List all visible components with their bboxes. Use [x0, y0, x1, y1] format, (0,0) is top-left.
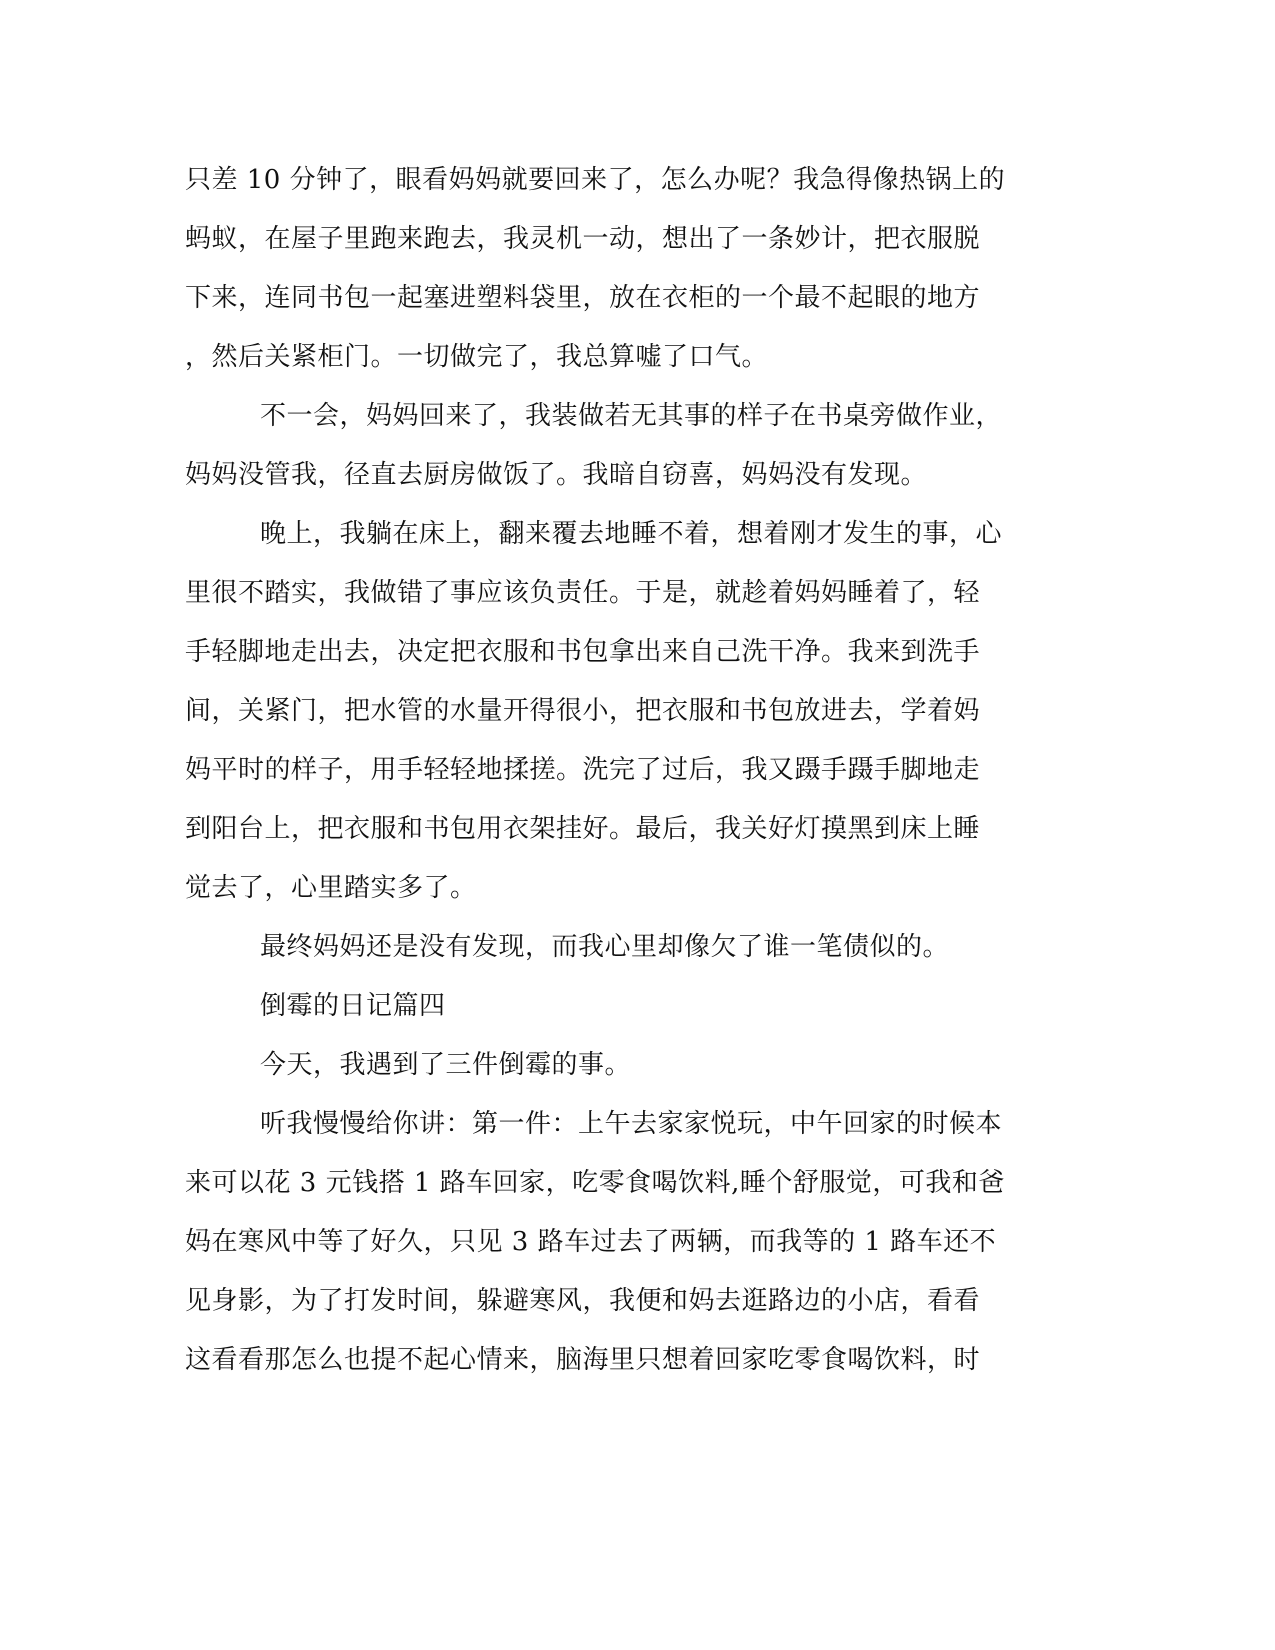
text-line: 间，关紧门，把水管的水量开得很小，把衣服和书包放进去，学着妈 [185, 696, 981, 726]
text-line: 妈在寒风中等了好久，只见 3 路车过去了两辆，而我等的 1 路车还不 [185, 1227, 997, 1257]
paragraph-first-line: 晚上，我躺在床上，翻来覆去地睡不着，想着刚才发生的事，心 [260, 519, 1003, 549]
paragraph-first-line: 不一会，妈妈回来了，我装做若无其事的样子在书桌旁做作业， [260, 401, 1003, 431]
section-heading: 倒霉的日记篇四 [260, 991, 446, 1021]
paragraph-first-line: 今天，我遇到了三件倒霉的事。 [260, 1050, 632, 1080]
text-line: 里很不踏实，我做错了事应该负责任。于是，就趁着妈妈睡着了，轻 [185, 578, 981, 608]
text-line: ，然后关紧柜门。一切做完了，我总算嘘了口气。 [185, 342, 769, 372]
text-line: 手轻脚地走出去，决定把衣服和书包拿出来自己洗干净。我来到洗手 [185, 637, 981, 667]
paragraph-first-line: 听我慢慢给你讲：第一件：上午去家家悦玩，中午回家的时候本 [260, 1109, 1003, 1139]
text-line: 只差 10 分钟了，眼看妈妈就要回来了，怎么办呢？我急得像热锅上的 [185, 165, 1006, 195]
text-line: 这看看那怎么也提不起心情来，脑海里只想着回家吃零食喝饮料，时 [185, 1345, 981, 1375]
text-line: 蚂蚁，在屋子里跑来跑去，我灵机一动，想出了一条妙计，把衣服脱 [185, 224, 981, 254]
paragraph-first-line: 最终妈妈还是没有发现，而我心里却像欠了谁一笔债似的。 [260, 932, 950, 962]
text-line: 来可以花 3 元钱搭 1 路车回家，吃零食喝饮料,睡个舒服觉，可我和爸 [185, 1168, 1005, 1198]
text-line: 到阳台上，把衣服和书包用衣架挂好。最后，我关好灯摸黑到床上睡 [185, 814, 981, 844]
text-line: 妈平时的样子，用手轻轻地揉搓。洗完了过后，我又蹑手蹑手脚地走 [185, 755, 981, 785]
text-line: 见身影，为了打发时间，躲避寒风，我便和妈去逛路边的小店，看看 [185, 1286, 981, 1316]
text-line: 下来，连同书包一起塞进塑料袋里，放在衣柜的一个最不起眼的地方 [185, 283, 981, 313]
text-line: 妈妈没管我，径直去厨房做饭了。我暗自窃喜，妈妈没有发现。 [185, 460, 928, 490]
text-line: 觉去了，心里踏实多了。 [185, 873, 477, 903]
